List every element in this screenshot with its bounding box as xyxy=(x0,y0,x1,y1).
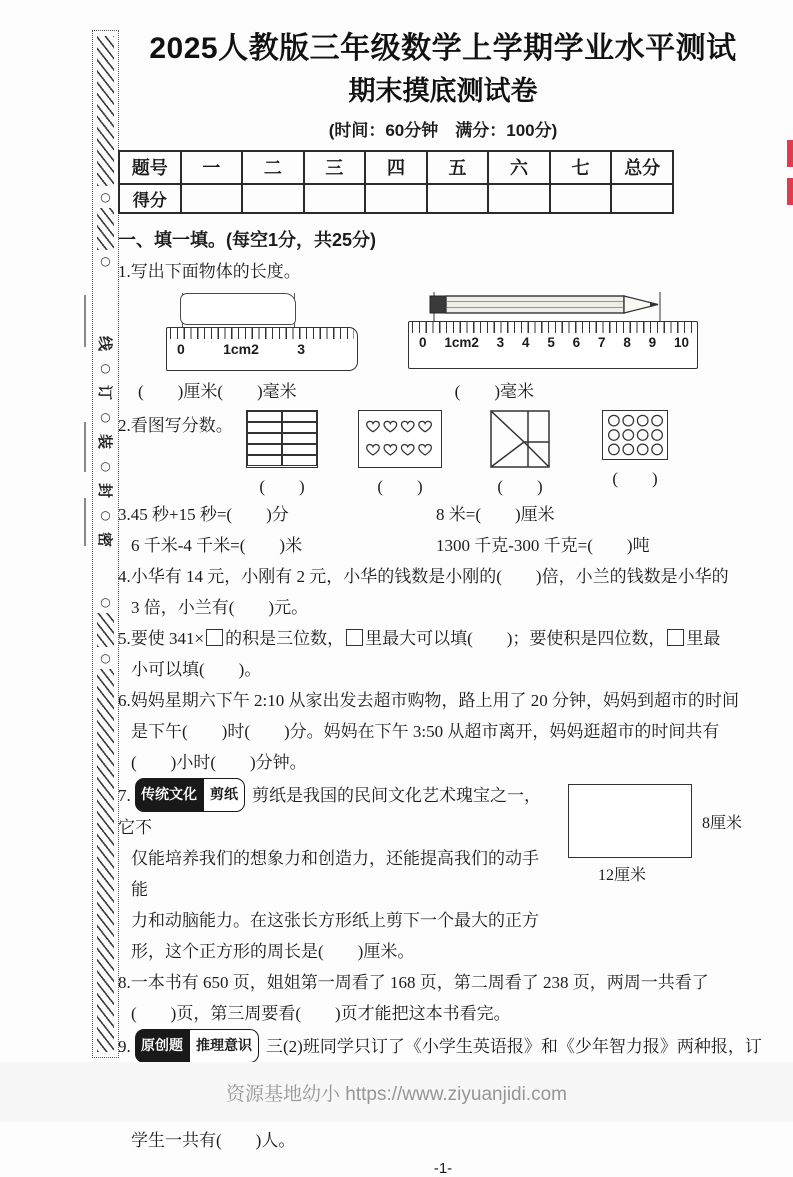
score-cell xyxy=(611,184,673,213)
tick-label: 10 xyxy=(673,334,689,350)
score-cell xyxy=(427,184,489,213)
q3-item: 6 千米-4 千米=( )米 xyxy=(131,535,303,555)
seal-char-mi: 密 xyxy=(95,531,113,548)
header-cell-3: 三 xyxy=(304,151,366,184)
score-cell xyxy=(304,184,366,213)
rect-width-label: 12厘米 xyxy=(598,866,647,884)
small-ruler-figure xyxy=(166,327,358,371)
ruler-ticks xyxy=(412,322,694,333)
tick-label: 6 xyxy=(572,334,581,350)
header-cell-4: 四 xyxy=(365,151,427,184)
question-3 xyxy=(118,499,768,561)
header-cell-total: 总分 xyxy=(611,151,673,184)
q1-figures xyxy=(118,291,768,375)
q7-line2: 仅能培养我们的想象力和创造力，还能提高我们的动手能 xyxy=(131,848,539,899)
q3-item: 8 米=( )厘米 xyxy=(436,504,555,524)
page-subtitle: 期末摸底测试卷 xyxy=(348,75,538,106)
hatch-marks-bottom xyxy=(97,669,114,1052)
q7-text xyxy=(118,778,554,967)
question-2 xyxy=(118,410,768,497)
question-4 xyxy=(118,561,768,623)
hatch-marks xyxy=(97,613,114,647)
q5-part1: 5.要使 341× xyxy=(118,628,205,648)
q9-line1-text: 三(2)班同学只订了《小学生英语报》和《少年智力报》两种报，订 xyxy=(266,1036,762,1056)
score-table-score-row xyxy=(119,184,673,213)
q8-line1: 8.一本书有 650 页，姐姐第一周看了 168 页，第二周看了 238 页，两周一共看了 xyxy=(118,972,709,992)
seal-circle: ○ xyxy=(100,508,111,522)
score-table xyxy=(118,150,674,214)
hatch-marks xyxy=(97,208,114,250)
red-edge-mark xyxy=(787,140,793,167)
header-cell-tihao: 题号 xyxy=(119,151,181,184)
q7-line4: 形，这个正方形的周长是( )厘米。 xyxy=(131,941,415,961)
red-edge-mark xyxy=(787,178,793,205)
tick-label: 3 xyxy=(297,340,305,357)
q9-line1 xyxy=(118,1029,768,1063)
tick-label: 5 xyxy=(547,334,555,350)
ruler-tick-labels xyxy=(409,333,697,353)
tradition-culture-badge: 传统文化 xyxy=(135,778,203,812)
seal-circle: ○ xyxy=(100,595,111,609)
page-title: 2025人教版三年级数学上学期学业水平测试 xyxy=(149,32,737,65)
q1-text: 1.写出下面物体的长度。 xyxy=(118,261,301,281)
seal-char-zhuang: 装 xyxy=(95,433,113,450)
exam-info: (时间：60分钟 满分：100分) xyxy=(328,120,558,140)
q6-line2: 是下午( )时( )分。妈妈在下午 3:50 从超市离开，妈妈逛超市的时间共有 xyxy=(131,721,720,741)
seal-circle: ○ xyxy=(100,190,111,204)
header-cell-7: 七 xyxy=(550,151,612,184)
seal-char-feng: 封 xyxy=(95,482,113,499)
circles-figure xyxy=(602,410,668,460)
tick-label: 7 xyxy=(597,334,606,350)
q7-line1 xyxy=(118,778,554,843)
seal-circle: ○ xyxy=(100,459,111,473)
q1-answer-right: ( )毫米 xyxy=(454,381,534,401)
blank-answer: ( ) xyxy=(377,476,423,496)
seal-char-ding: 订 xyxy=(95,384,113,401)
q3-item: 3.45 秒+15 秒=( )分 xyxy=(118,504,289,524)
q1-answer-left: ( )厘米( )毫米 xyxy=(138,381,297,401)
tick-label: 4 xyxy=(522,334,530,350)
binding-strip xyxy=(92,30,119,1058)
blank-answer: ( ) xyxy=(497,476,543,496)
fill-box xyxy=(206,629,223,646)
seal-circle: ○ xyxy=(100,361,111,375)
score-cell xyxy=(488,184,550,213)
rectangle-figure xyxy=(568,784,692,858)
seal-circle: ○ xyxy=(100,651,111,665)
row-label-defen: 得分 xyxy=(119,184,181,213)
section-one-heading: 一、填一填。(每空1分，共25分) xyxy=(118,229,377,250)
score-cell xyxy=(242,184,304,213)
q4-line1: 4.小华有 14 元，小刚有 2 元，小华的钱数是小刚的( )倍，小兰的钱数是小华的 xyxy=(118,566,729,586)
q6-line1: 6.妈妈星期六下午 2:10 从家出发去超市购物，路上用了 20 分钟，妈妈到超市的时间 xyxy=(118,690,739,710)
score-cell xyxy=(181,184,243,213)
footer-site-text: 资源基地幼小 https://www.ziyuanjidi.com xyxy=(225,1083,568,1105)
question-7 xyxy=(118,778,768,967)
q7-line3: 力和动脑能力。在这张长方形纸上剪下一个最大的正方 xyxy=(131,910,539,930)
large-ruler-figure xyxy=(408,321,698,369)
hearts-figure xyxy=(358,410,442,468)
fraction-grid-figure xyxy=(246,410,318,468)
ruler-ticks xyxy=(170,328,354,339)
question-6 xyxy=(118,685,768,778)
eraser-figure xyxy=(180,293,296,325)
score-cell xyxy=(550,184,612,213)
q5-line2: 小可以填( )。 xyxy=(131,659,262,679)
tick-label: 3 xyxy=(496,334,505,350)
blank-answer: ( ) xyxy=(612,468,658,488)
tick-label: 8 xyxy=(623,334,631,350)
tick-label: 0 xyxy=(177,340,185,357)
tick-label: 1cm2 xyxy=(444,334,479,350)
score-cell xyxy=(365,184,427,213)
tick-label: 0 xyxy=(419,334,427,350)
score-table-header-row xyxy=(119,151,673,184)
header-cell-1: 一 xyxy=(181,151,243,184)
write-on-blank-line xyxy=(84,422,86,472)
q6-line3: ( )小时( )分钟。 xyxy=(131,752,307,772)
q5-part3: 里最大可以填( )；要使积是四位数， xyxy=(365,628,666,648)
q5-line1 xyxy=(118,623,768,654)
seal-circle: ○ xyxy=(100,254,111,268)
write-on-blank-line xyxy=(84,295,86,347)
seal-char-xian: 线 xyxy=(95,335,113,352)
q5-part4: 里最 xyxy=(686,628,721,648)
fill-box xyxy=(667,629,684,646)
divided-square-figure xyxy=(490,410,550,468)
write-on-blank-line xyxy=(84,498,86,546)
tick-label: 1cm2 xyxy=(223,340,259,357)
site-footer xyxy=(0,1062,793,1122)
q7-number: 7. xyxy=(118,785,131,805)
question-5 xyxy=(118,623,768,685)
q4-line2: 3 倍，小兰有( )元。 xyxy=(131,597,309,617)
q2-text: 2.看图写分数。 xyxy=(118,415,233,435)
q3-item: 1300 千克-300 千克=( )吨 xyxy=(436,535,650,555)
original-question-badge: 原创题 xyxy=(135,1029,189,1063)
reasoning-badge: 推理意识 xyxy=(189,1029,259,1063)
header-cell-2: 二 xyxy=(242,151,304,184)
q8-line2: ( )页，第三周要看( )页才能把这本书看完。 xyxy=(131,1003,511,1023)
header-cell-6: 六 xyxy=(488,151,550,184)
rect-height-label: 8厘米 xyxy=(702,814,743,832)
paper-content xyxy=(118,30,768,1177)
question-1 xyxy=(118,256,768,407)
q1-answers xyxy=(118,377,768,407)
q2-figure-hearts xyxy=(358,410,442,497)
q7-line1-text: 剪纸是我国的民间文化艺术瑰宝之一，它不 xyxy=(118,785,541,837)
pencil-figure xyxy=(418,291,690,321)
seal-circle: ○ xyxy=(100,410,111,424)
q5-part2: 的积是三位数， xyxy=(225,628,345,648)
q7-figure xyxy=(554,778,768,900)
q2-figure-circles xyxy=(602,410,668,489)
blank-answer: ( ) xyxy=(259,476,305,496)
question-8 xyxy=(118,967,768,1029)
ruler-tick-labels xyxy=(167,339,357,360)
q2-figure-square xyxy=(490,410,550,497)
tick-label: 9 xyxy=(648,334,657,350)
page-number: -1- xyxy=(433,1159,453,1177)
paper-cutting-badge: 剪纸 xyxy=(203,778,245,812)
q2-figure-grid xyxy=(246,410,318,497)
fill-box xyxy=(346,629,363,646)
q9-line4: 学生一共有( )人。 xyxy=(131,1130,296,1150)
hatch-marks-top xyxy=(97,36,114,186)
q9-number: 9. xyxy=(118,1036,131,1056)
header-cell-5: 五 xyxy=(427,151,489,184)
